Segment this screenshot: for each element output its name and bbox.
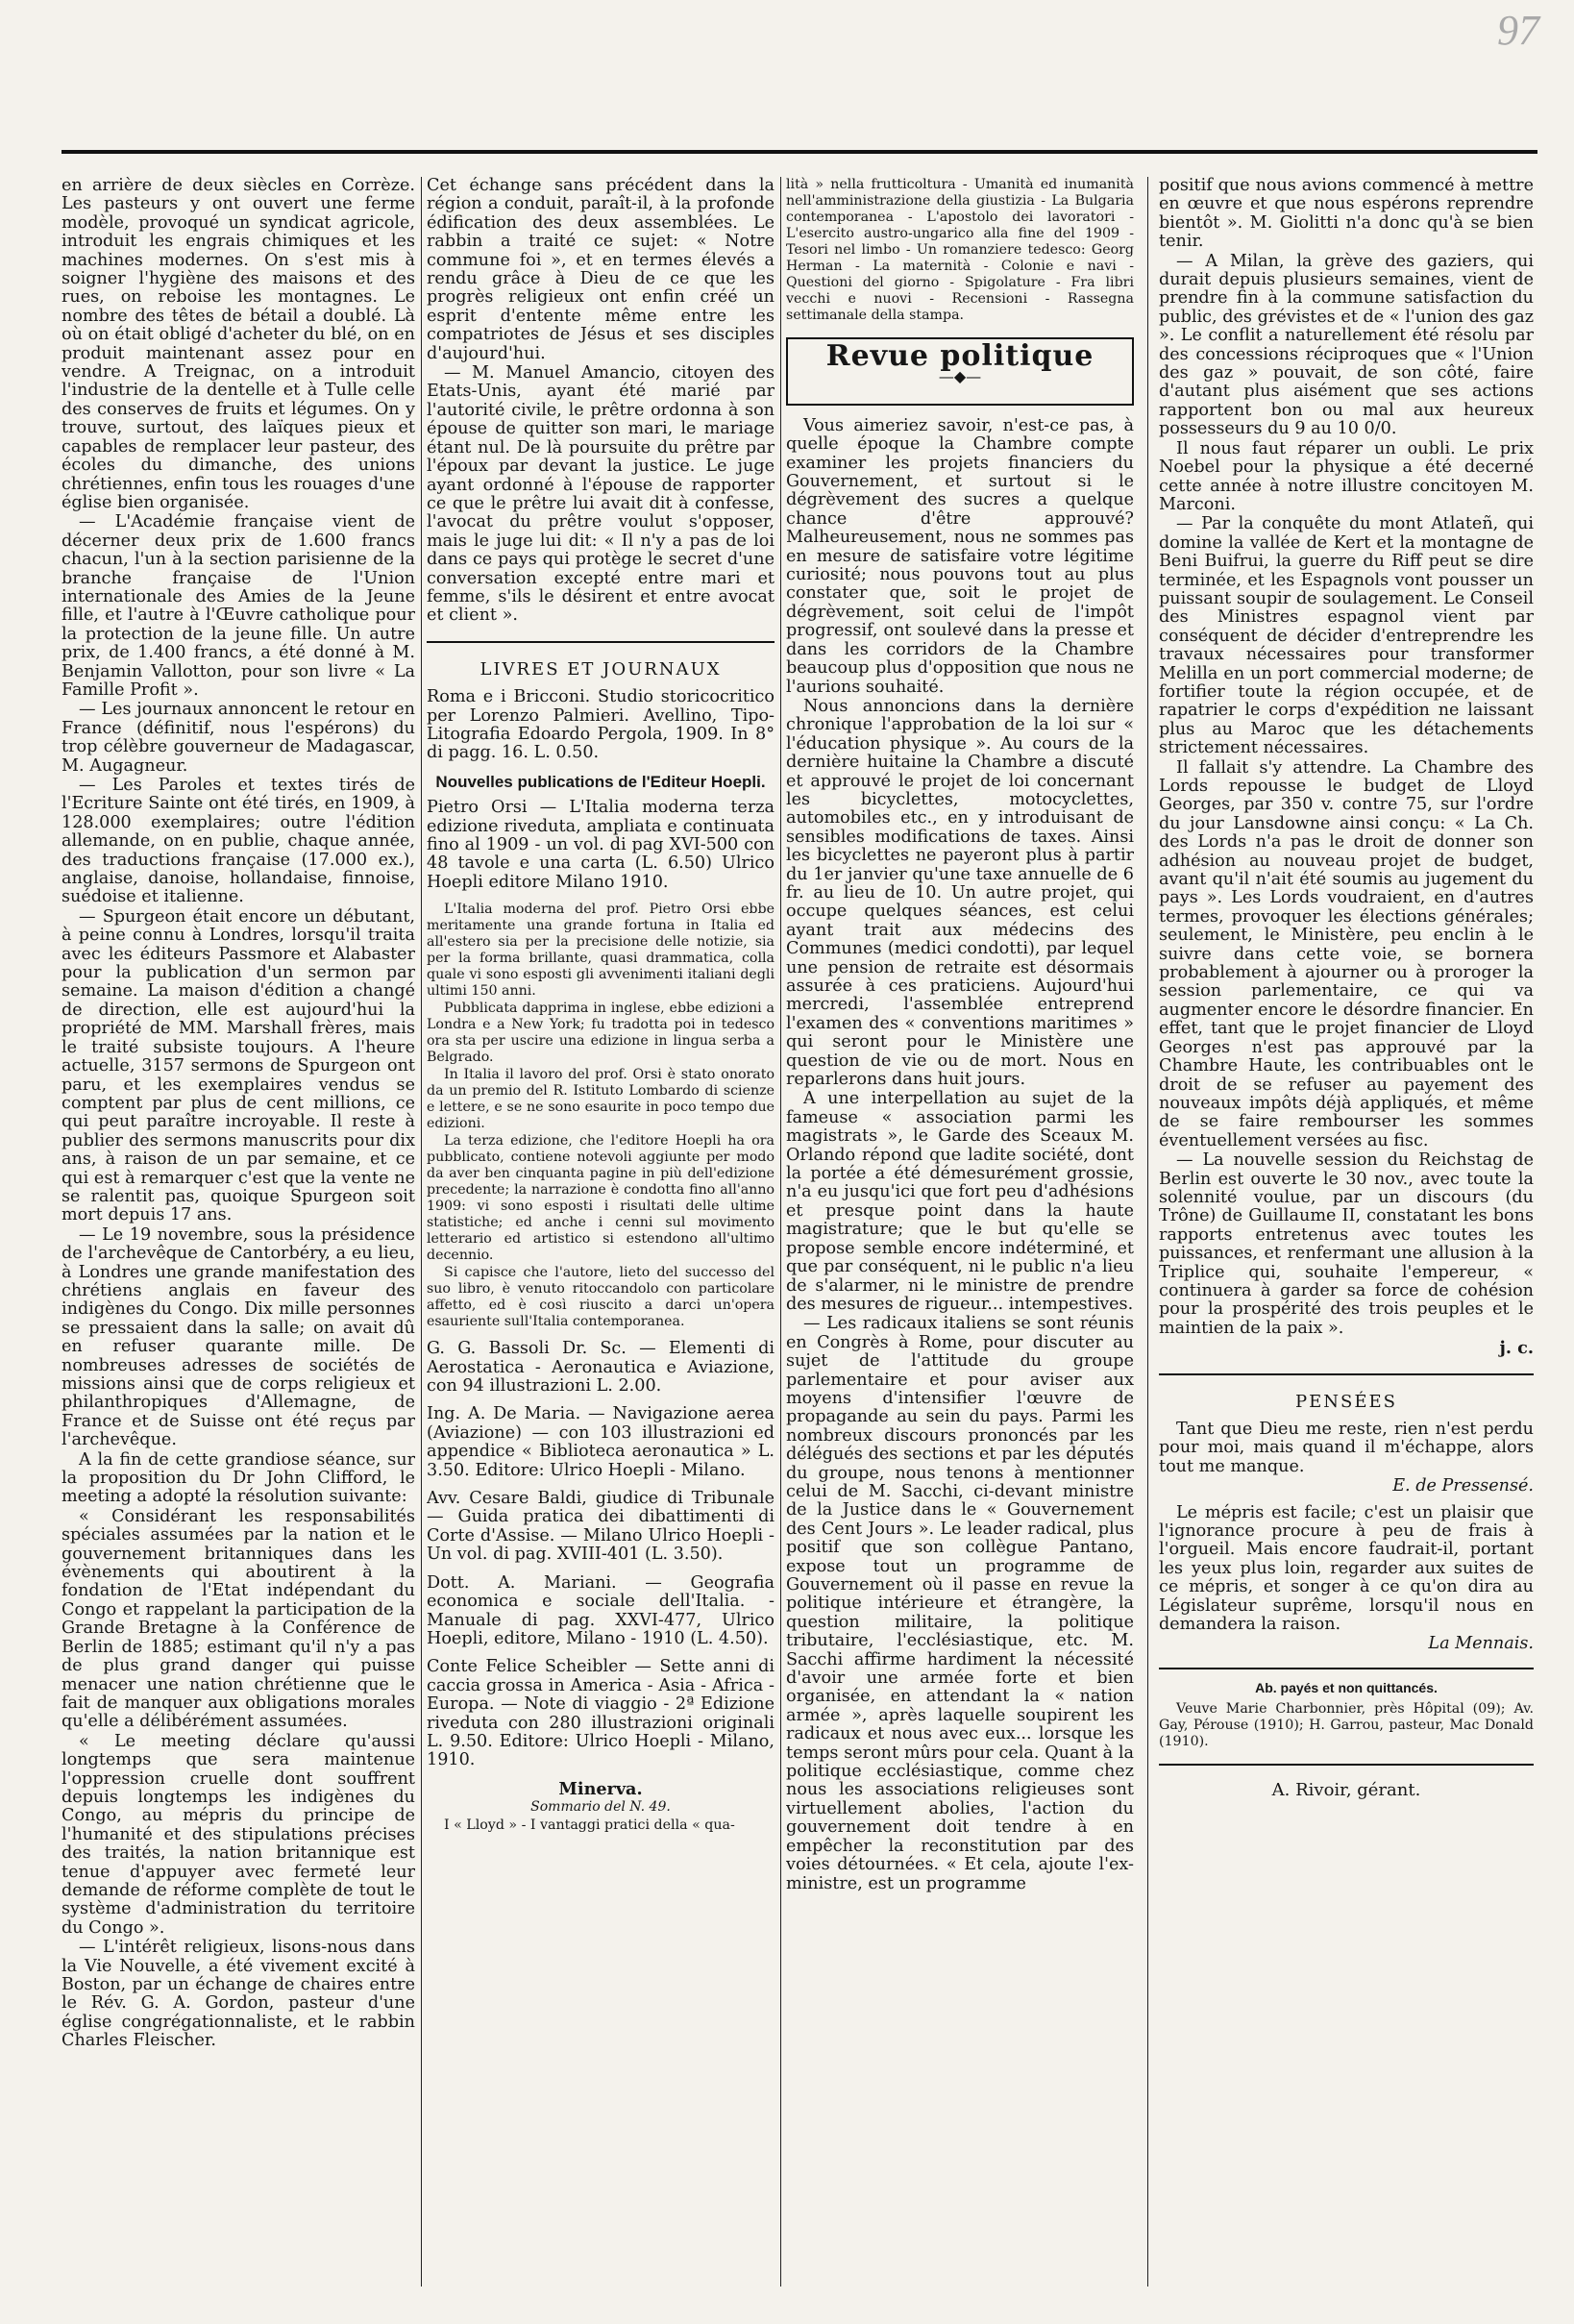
paragraph: « Considérant les responsabilités spéciales assumées par la nation et le gouvernement britanniques dans les évènements qui aboutirent à la fondation de l'Etat indépendant du Congo et rappelant la participation de la Grande Bretagne à la Conférence de Berlin de 1885; estimant qu'il n'y a pas de plus grand danger qui puisse menacer une nation chrétienne que le fait de manquer aux obligations morales qu'elle a délibérément assumées. [61, 1506, 415, 1732]
column-2 [427, 177, 775, 2287]
column-1 [61, 177, 415, 2287]
gerant-signature: A. Rivoir, gérant. [1271, 1780, 1421, 1801]
review-text: In Italia il lavoro del prof. Orsi è stato onorato da un premio del R. Istituto Lombardo di scienze e lettere, e se ne sono esaurite in poco tempo due edizioni. [427, 1067, 775, 1132]
header-rule [61, 150, 1537, 154]
review-text: Pubblicata dapprima in inglese, ebbe edizioni a Londra e a New York; fu tradotta poi in tedesco ora sta per uscire una edizione in lingua serba a Belgrado. [427, 1001, 775, 1066]
paragraph: — A Milan, la grève des gaziers, qui durait depuis plusieurs semaines, vient de prendre fin à la commune satisfaction du public, des grévistes et de « l'union des gaz ». Le conflit a naturellement été résolu par des concessions réciproques que « l'Union des gaz » pouvait, de son côté, faire d'autant plus aisément que ses actions rapportent bon ou mal aux heureux possesseurs du 9 au 10 0/0. [1159, 251, 1534, 439]
gerant-divider [1159, 1764, 1534, 1771]
revue-politique-title: Revue politique [825, 339, 1094, 373]
book-notice: Avv. Cesare Baldi, giudice di Tribunale — Guida pratica dei dibattimenti di Corte d'Assise. — Milano Ulrico Hoepli - Un vol. di pag. XVIII-401 (L. 3.50). [427, 1489, 775, 1565]
subheading-hoepli: Nouvelles publications de l'Editeur Hoepli. [435, 772, 766, 791]
book-notice: Roma e i Bricconi. Studio storicocritico per Lorenzo Palmieri. Avellino, Tipo-Litografia Edoardo Pergola, 1909. In 8° di pagg. 16. L. 0.50. [427, 687, 775, 763]
quote-author: La Mennais. [1428, 1634, 1534, 1654]
paragraph: en arrière de deux siècles en Corrèze. Les pasteurs y ont ouvert une ferme modèle, provoqué un syndicat agricole, introduit les engrais chimiques et les machines modernes. On s'est mis à soigner l'hygiène des maisons et des rues, on reboise les montagnes. Le nombre des têtes de bétail a doublé. Là où on était obligé d'acheter du blé, on en produit maintenant assez pour en vendre. A Treignac, on a introduit l'industrie de la dentelle et à Tulle celle des conserves de fruits et légumes. On y trouve, surtout, des laïques pieux et capables de remplacer leur pasteur, des écoles du dimanche, des unions chrétiennes, enfin tous les rouages d'une église bien organisée. [61, 177, 415, 512]
paragraph: — Les radicaux italiens se sont réunis en Congrès à Rome, pour discuter au sujet de l'attitude du groupe parlementaire et pour aviser aux moyens d'intensifier l'œuvre de propagande au sein du pays. Parmi les nombreux discours prononcés par les délégués des sections et par les députés du groupe, nous tenons à mentionner celui de M. Sacchi, ci-devant ministre de la Justice dans le « Gouvernement des Cent Jours ». Le leader radical, plus positif que son collègue Pantano, expose tout un programme de Gouvernement où il passe en revue la politique intérieure et étrangère, la question militaire, la politique tributaire, l'ecclésiastique, etc. M. Sacchi affirme hardiment la nécessité d'avoir une armée forte et bien organisée, en attendant la « nation armée », après laquelle soupirent les radicaux et nous avec eux... lorsque les temps seront mûrs pour cela. Quant à la politique ecclésiastique, comme chez nous les associations religieuses sont virtuellement abolies, l'action du gouvernement doit tendre à en empêcher la reconstitution par des voies détournées. « Et cela, ajoute l'ex-ministre, est un programme [786, 1314, 1134, 1893]
paragraph: Vous aimeriez savoir, n'est-ce pas, à quelle époque la Chambre compte examiner les projets financiers du Gouvernement, et surtout si le dégrèvement des sucres a quelque chance d'être approuvé? Malheureusement, nous ne sommes pas en mesure de satisfaire votre légitime curiosité; nous pouvons tout au plus constater que, soit le projet de dégrèvement, soit celui de l'impôt progressif, ont soulevé dans la presse et dans les corridors de la Chambre beaucoup plus d'opposition que nous ne l'aurions souhaité. [786, 415, 1134, 697]
paragraph: — Le 19 novembre, sous la présidence de l'archevêque de Cantorbéry, a eu lieu, à Londres une grande manifestation des chrétiens anglais en faveur des indigènes du Congo. Dix mille personnes se pressaient dans la salle; on avait dû en refuser quarante mille. De nombreuses adresses de sociétés de missions ainsi que de corps religieux et philanthropiques d'Allemagne, de France et de Suisse ont été reçus par l'archevêque. [61, 1224, 415, 1450]
revue-politique-box [786, 337, 1134, 406]
quote: Le mépris est facile; c'est un plaisir que l'ignorance procure à peu de frais à l'orgueil. Mais encore faudrait-il, portant les yeux plus loin, regarder aux suites de ce mépris, et songer à ce qu'on dira au Législateur suprême, lorsqu'il nous en demandera la raison. [1159, 1502, 1534, 1635]
section-heading-pensees: PENSÉES [1295, 1391, 1397, 1412]
paragraph: Il fallait s'y attendre. La Chambre des Lords repousse le budget de Lloyd Georges, par 350 v. contre 75, sur l'ordre du jour Lansdowne ainsi conçu: « La Ch. des Lords n'a pas le droit de donner son adhésion au nouveau projet de budget, avant qu'il n'ait été soumis au jugement du pays ». Les Lords voudraient, en d'autres termes, provoquer les élections générales; seulement, le Ministère, peu enclin à le suivre dans cette voie, se bornera probablement à ajourner ou à proroger la session parlementaire, ce qui va augmenter encore le désordre financier. En effet, tant que le projet financier de Lloyd Georges n'est pas approuvé par la Chambre Haute, les contribuables ont le droit de se refuser au payement des nouveaux impôts déjà appliqués, et même de se faire rembourser les sommes éventuellement versées au fisc. [1159, 757, 1534, 1150]
paragraph: Il nous faut réparer un oubli. Le prix Noebel pour la physique a été decerné cette année à notre illustre concitoyen M. Marconi. [1159, 438, 1534, 514]
review-text: La terza edizione, che l'editore Hoepli ha ora pubblicato, contiene notevoli aggiunte per modo da aver ben cinquanta pagine in più dell'edizione precedente; la narrazione è condotta fino all'anno 1909: vi sono esposti i risultati delle ultime statistiche; ed anche i cenni sul movimento letterario ed artistico si estendono all'ultimo decennio. [427, 1133, 775, 1264]
subscriptions-heading: Ab. payés et non quittancés. [1255, 1679, 1438, 1695]
magazine-summary-heading: Sommario del N. 49. [530, 1799, 671, 1816]
section-divider [427, 641, 775, 643]
book-notice: Ing. A. De Maria. — Navigazione aerea (Aviazione) — con 103 illustrazioni ed appendice « Biblioteca aeronautica » L. 3.50. Editore: Ulrico Hoepli - Milano. [427, 1404, 775, 1480]
subscriptions-text: Veuve Marie Charbonnier, près Hôpital (09); Av. Gay, Pérouse (1910); H. Garrou, pasteur, Mac Donald (1910). [1159, 1701, 1534, 1750]
magazine-title: Minerva. [558, 1778, 643, 1799]
signature-initials: j. c. [1499, 1338, 1534, 1359]
paragraph: — Les Paroles et textes tirés de l'Ecriture Sainte ont été tirés, en 1909, à 128.000 exemplaires; outre l'édition allemande, on en publie, chaque année, des traductions française (17.000 ex.), anglaise, danoise, hollandaise, finnoise, suédoise et italienne. [61, 776, 415, 907]
book-notice: Pietro Orsi — L'Italia moderna terza edizione riveduta, ampliata e continuata fino al 1909 - un vol. di pag XVI-500 con 48 tavole e una carta (L. 6.50) Ulrico Hoepli editore Milano 1910. [427, 798, 775, 892]
column-4 [1159, 177, 1534, 2287]
paragraph: — L'Académie française vient de décerner deux prix de 1.600 francs chacun, l'un à la section parisienne de la branche française de l'Union internationale des Amies de la Jeune fille, et l'autre à l'Œuvre catholique pour la protection de la jeune fille. Un autre prix, de 1.400 francs, a été donné à M. Benjamin Vallotton, pour son livre « La Famille Profit ». [61, 512, 415, 700]
paragraph: — M. Manuel Amancio, citoyen des Etats-Unis, ayant été marié par l'autorité civile, le prêtre ordonna à son épouse de quitter son mari, le mariage étant nul. De là poursuite du prêtre par l'époux par devant la justice. Le juge ayant ordonné à l'épouse de rapporter ce que le prêtre lui avait dit à confesse, l'avocat du prêtre voulut s'opposer, mais le juge lui dit: « Il n'y a pas de loi dans ce pays qui protège le secret d'une conversation excepté entre mari et femme, s'ils le désirent et entre avocat et client ». [427, 363, 775, 626]
column-divider [1147, 177, 1148, 2287]
quote-author: E. de Pressensé. [1392, 1476, 1534, 1496]
book-notice: Conte Felice Scheibler — Sette anni di caccia grossa in America - Asia - Africa - Europa. — Note di viaggio - 2ª Edizione riveduta con 280 illustrazioni originali L. 9.50. Editore: Ulrico Hoepli - Milano, 1910. [427, 1657, 775, 1770]
review-text: Si capisce che l'autore, lieto del successo del suo libro, è venuto ritoccandolo con particolare affetto, ed è così riuscito a darci un'opera esauriente sull'Italia contemporanea. [427, 1265, 775, 1330]
paragraph: positif que nous avions commencé à mettre en œuvre et que nous espérons reprendre bientôt ». M. Giolitti n'a donc qu'à se bien tenir. [1159, 177, 1534, 252]
column-divider [421, 177, 422, 2287]
paragraph: — Spurgeon était encore un débutant, à peine connu à Londres, lorsqu'il traita avec les éditeurs Passmore et Alabaster pour la publication d'un sermon par semaine. La maison d'édition a changé de direction, elle est aujourd'hui la propriété de MM. Marshall frères, mais le traité subsiste toujours. A l'heure actuelle, 3157 sermons de Spurgeon ont paru, et les exemplaires vendus se comptent par plus de cent millions, ce qui peut paraître incroyable. Il reste à publier des sermons manuscrits pour dix ans, à raison de un par semaine, et ce qui est à remarquer c'est que la vente ne se ralentit pas, quoique Spurgeon soit mort depuis 17 ans. [61, 906, 415, 1225]
paragraph: — Les journaux annoncent le retour en France (définitif, nous l'espérons) du trop célèbre gouverneur de Madagascar, M. Augagneur. [61, 700, 415, 776]
column-3 [786, 177, 1134, 2287]
book-notice: Dott. A. Mariani. — Geografia economica e sociale dell'Italia. - Manuale di pag. XXVI-477, Ulrico Hoepli, editore, Milano - 1910 (L. 4.50). [427, 1572, 775, 1648]
subscriptions-divider [1159, 1668, 1534, 1675]
paragraph: — La nouvelle session du Reichstag de Berlin est ouverte le 30 nov., avec toute la solennité voulue, par un discours (du Trône) de Guillaume II, constatant les bons rapports entretenus avec toutes les puissances, et renfermant une allusion à la Triplice qui, souhaite l'empereur, « continuera à garder sa force de cohésion pour la prospérité des trois peuples et le maintien de la paix ». [1159, 1150, 1534, 1338]
paragraph: A la fin de cette grandiose séance, sur la proposition du Dr John Clifford, le meeting a adopté la résolution suivante: [61, 1449, 415, 1507]
book-notice: G. G. Bassoli Dr. Sc. — Elementi di Aerostatica - Aeronautica e Aviazione, con 94 illustrazioni L. 2.00. [427, 1339, 775, 1397]
section-divider [1159, 1373, 1534, 1375]
paragraph: — Par la conquête du mont Atlateñ, qui domine la vallée de Kert et la montagne de Beni Buifrui, la guerre du Riff peut se dire terminée, et les Espagnols vont pousser un puissant soupir de soulagement. Le Conseil des Ministres espagnol vient par conséquent de décider d'entreprendre les travaux nécessaires pour transformer Melilla en un port commercial moderne; de fortifier toute la région occupée, et de rapatrier le corps d'expédition ne laissant plus au Maroc que les détachements strictement nécessaires. [1159, 514, 1534, 758]
page-number-mark: 97 [1497, 7, 1539, 54]
paragraph: A une interpellation au sujet de la fameuse « association parmi les magistrats », le Garde des Sceaux M. Orlando répond que ladite société, dont la portée a été démesurément grossie, n'a eu jusqu'ici que fort peu d'adhésions et presque point dans la haute magistrature; que le but qu'elle se propose semble encore indéterminé, et que par conséquent, ni le public n'a lieu de s'alarmer, ni le ministre de prendre des mesures de rigueur... intempestives. [786, 1089, 1134, 1314]
section-heading-livres: LIVRES ET JOURNAUX [480, 658, 722, 680]
summary-text: I « Lloyd » - I vantaggi pratici della « qua- [444, 1817, 735, 1833]
column-divider [780, 177, 781, 2287]
ornament: —◆— [938, 367, 982, 386]
paragraph: Nous annoncions dans la dernière chronique l'approbation de la loi sur « l'éducation physique ». Au cours de la dernière huitaine la Chambre a discuté et approuvé le projet de loi concernant les bicyclettes, motocyclettes, automobiles etc., en y introduisant de sensibles modifications de taxes. Ainsi les bicyclettes ne payeront plus à partir du 1er janvier qu'une taxe annuelle de 6 fr. au lieu de 10. Un autre projet, qui occupe quelques séances, est celui ayant trait aux médecins des Communes (medici condotti), par lequel une pension de retraite est désormais assurée à ces praticiens. Aujourd'hui mercredi, l'assemblée entreprend l'examen des « conventions maritimes » qui seront pour le Ministère une question de vie ou de mort. Nous en reparlerons dans huit jours. [786, 696, 1134, 1090]
paragraph: Cet échange sans précédent dans la région a conduit, paraît-il, à la profonde édification des deux assemblées. Le rabbin a traité ce sujet: « Notre commune foi », et en termes élevés a rendu grâce à Dieu de ce que les progrès religieux ont enfin créé un esprit d'entente même entre les compatriotes de Jésus et ses disciples d'aujourd'hui. [427, 177, 775, 363]
summary-text: lità » nella frutticoltura - Umanità ed inumanità nell'amministrazione della giustizia - La Bulgaria contemporanea - L'apostolo dei lavoratori - L'esercito austro-ungarico alla fine del 1909 - Tesori nel limbo - Un romanziere tedesco: Georg Herman - La maternità - Colonie e navi - Questioni del giorno - Spigolature - Fra libri vecchi e nuovi - Recensioni - Rassegna settimanale della stampa. [786, 177, 1134, 323]
quote: Tant que Dieu me reste, rien n'est perdu pour moi, mais quand il m'échappe, alors tout me manque. [1159, 1420, 1534, 1476]
paragraph: — L'intérêt religieux, lisons-nous dans la Vie Nouvelle, a été vivement excité à Boston, par un échange de chaires entre le Rév. G. A. Gordon, pasteur d'une église congrégationnaliste, et le rabbin Charles Fleischer. [61, 1938, 415, 2051]
paragraph: « Le meeting déclare qu'aussi longtemps que sera maintenue l'oppression cruelle dont souffrent depuis longtemps les indigènes du Congo, au mépris du principe de l'humanité et des stipulations précises des traités, la nation britannique est tenue d'appuyer avec fermeté leur demande de réforme complète de tout le système d'administration du territoire du Congo ». [61, 1731, 415, 1938]
review-text: L'Italia moderna del prof. Pietro Orsi ebbe meritamente una grande fortuna in Italia ed all'estero sia per la precisione delle notizie, sia per la forma brillante, quasi drammatica, colla quale vi sono esposti gli avvenimenti italiani degli ultimi 150 anni. [427, 902, 775, 1000]
